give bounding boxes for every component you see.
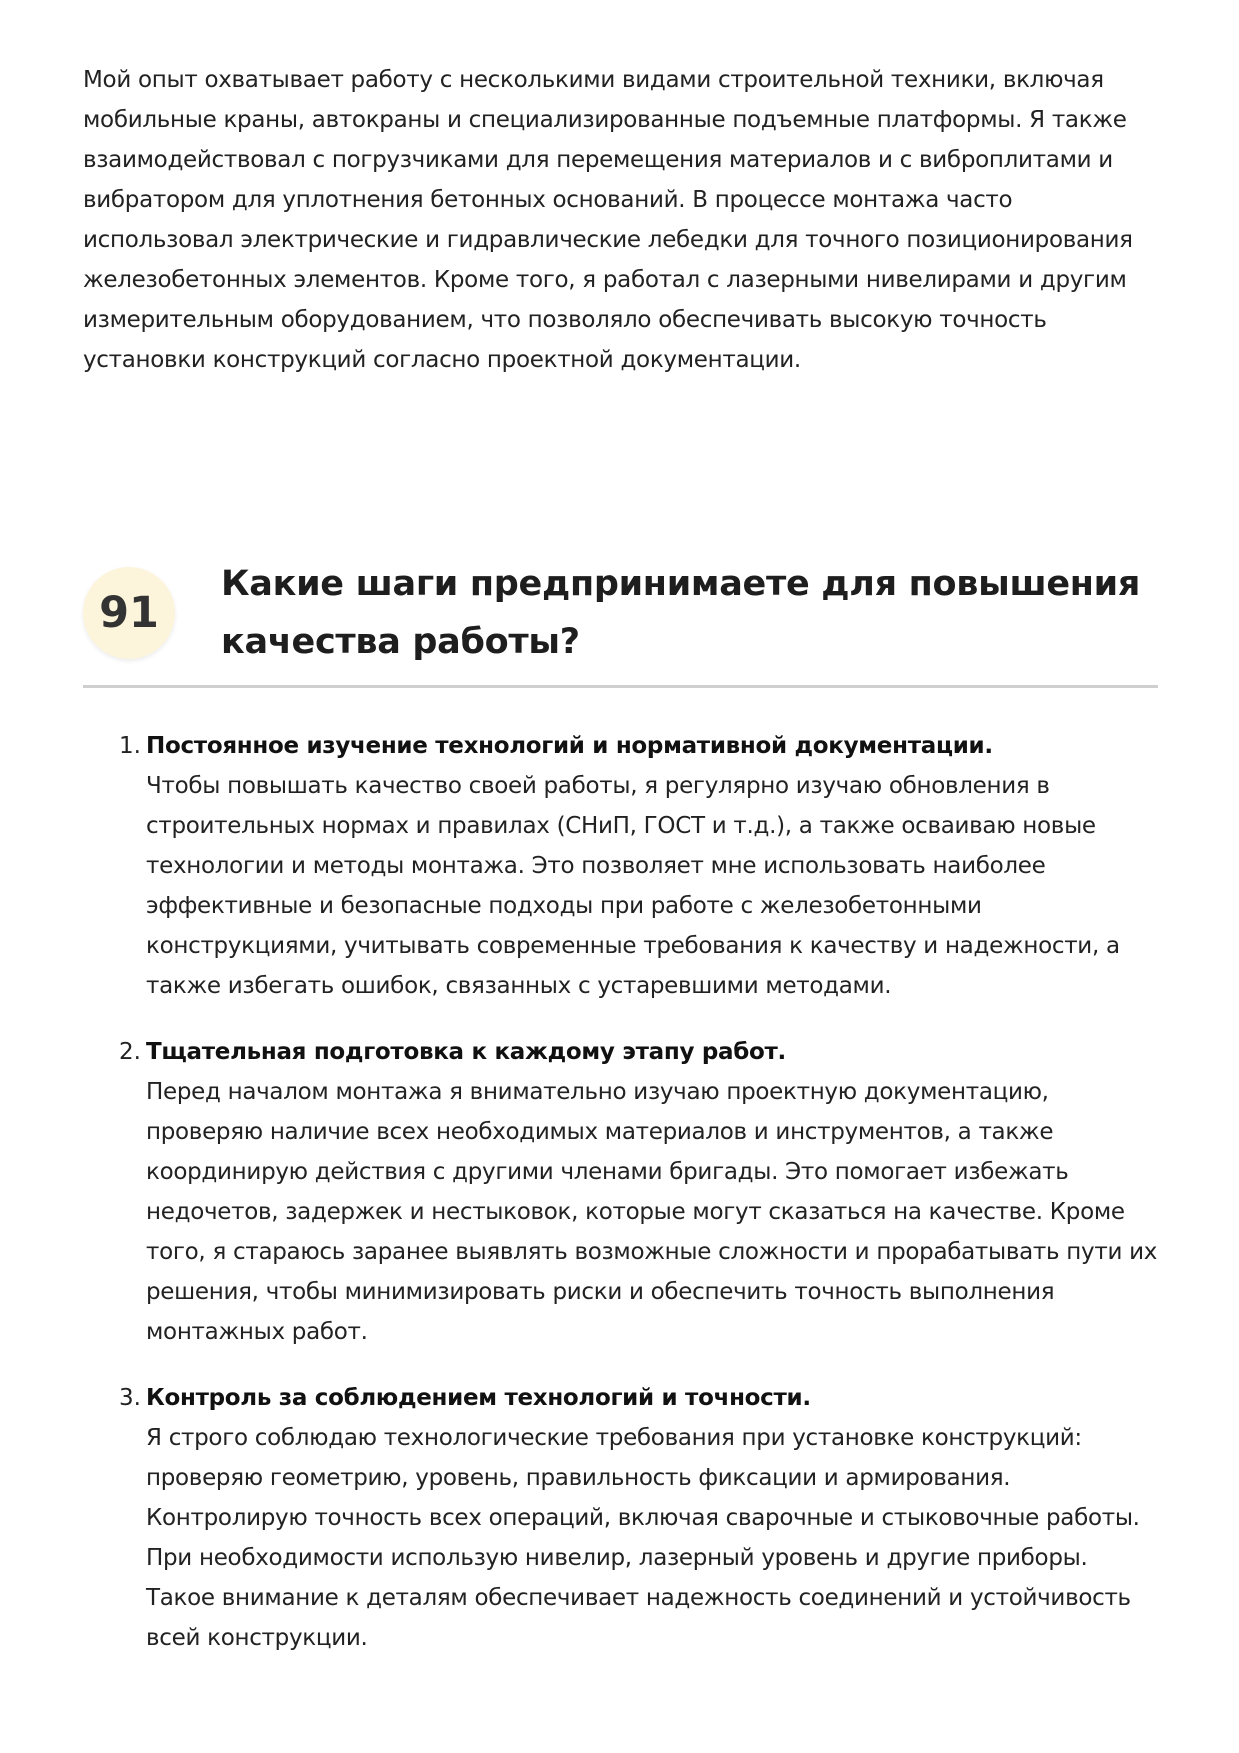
question-number-badge: 91 (83, 567, 175, 659)
list-item (83, 1032, 1163, 1352)
list-item-title: Контроль за соблюдением технологий и точности. (146, 1385, 811, 1411)
list-item-title: Тщательная подготовка к каждому этапу работ. (146, 1039, 786, 1065)
section-header (83, 555, 1158, 688)
intro-paragraph: Мой опыт охватывает работу с несколькими видами строительной техники, включая мобильные краны, автокраны и специализированные подъемные платформы. Я также взаимодействовал с погрузчиками для перемещения материалов и с виброплитами и вибратором для уплотнения бетонных оснований. В процессе монтажа часто использовал электрические и гидравлические лебедки для точного позиционирования железобетонных элементов. Кроме того, я работал с лазерными нивелирами и другим измерительным оборудованием, что позволяло обеспечивать высокую точность установки конструкций согласно проектной документации. (83, 67, 1133, 373)
list-item-number: 3. (119, 1385, 141, 1411)
list-item-body: Перед началом монтажа я внимательно изучаю проектную документацию, проверяю наличие всех необходимых материалов и инструментов, а также координирую действия с другими членами бригады. Это помогает избежать недочетов, задержек и нестыковок, которые могут сказаться на качестве. Кроме того, я стараюсь заранее выявлять возможные сложности и прорабатывать пути их решения, чтобы минимизировать риски и обеспечить точность выполнения монтажных работ. (146, 1079, 1158, 1345)
list-item-body: Чтобы повышать качество своей работы, я регулярно изучаю обновления в строительных нормах и правилах (СНиП, ГОСТ и т.д.), а также осваиваю новые технологии и методы монтажа. Это позволяет мне использовать наиболее эффективные и безопасные подходы при работе с железобетонными конструкциями, учитывать современные требования к качеству и надежности, а также избегать ошибок, связанных с устаревшими методами. (146, 773, 1120, 999)
list-item-body: Я строго соблюдаю технологические требования при установке конструкций: проверяю геометрию, уровень, правильность фиксации и армирования. Контролирую точность всех операций, включая сварочные и стыковочные работы. При необходимости использую нивелир, лазерный уровень и другие приборы. Такое внимание к деталям обеспечивает надежность соединений и устойчивость всей конструкции. (146, 1425, 1140, 1651)
list-item-number: 2. (119, 1039, 141, 1065)
list-item-number: 1. (119, 733, 141, 759)
list-item (83, 1378, 1163, 1658)
list-item (83, 726, 1163, 1006)
steps-list (83, 726, 1163, 1684)
list-item-title: Постоянное изучение технологий и нормативной документации. (146, 733, 993, 759)
section-title: Какие шаги предпринимаете для повышения качества работы? (221, 564, 1141, 662)
